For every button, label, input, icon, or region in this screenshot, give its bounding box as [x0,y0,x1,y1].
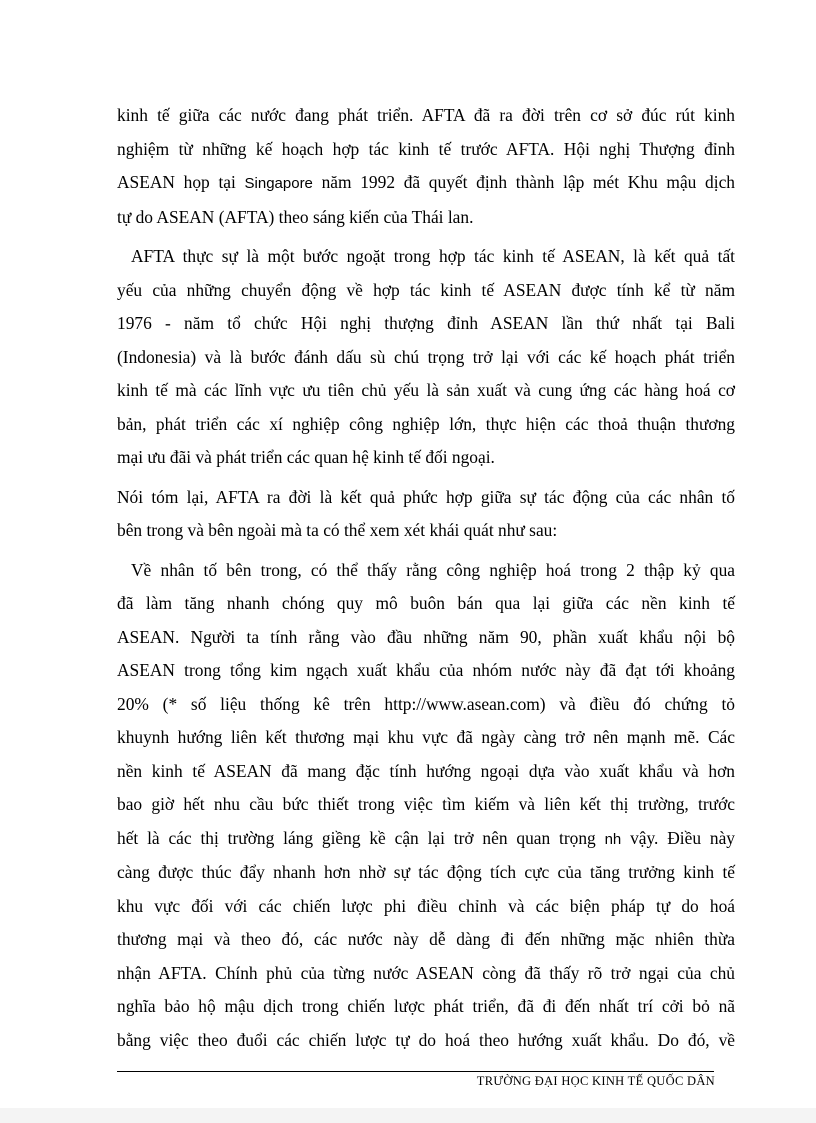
paragraph [117,240,735,475]
text-line: đã làm tăng nhanh chóng quy mô buôn bán qua lại giữa các nền kinh tế [117,593,735,613]
text-line: tự do ASEAN (AFTA) theo sáng kiến của Thái lan. [117,206,474,227]
text-line: khuynh hướng liên kết thương mại khu vực đã ngày càng trở nên mạnh mẽ. Các [117,727,735,747]
body-text [117,99,735,1057]
text-line: nền kinh tế ASEAN đã mang đặc tính hướng ngoại dựa vào xuất khẩu và hơn [117,760,735,781]
text-line: ASEAN trong tổng kim ngạch xuất khẩu của nhóm nước này đã đạt tới khoảng [117,660,735,680]
text-line: kinh tế mà các lĩnh vực ưu tiên chủ yếu là sản xuất và cung ứng các hàng hoá cơ [117,380,735,400]
text-line: nghĩa bảo hộ mậu dịch trong chiến lược phát triển, đã đi đến nhất trí cởi bỏ nã [117,996,735,1016]
text-segment: ASEAN họp tại [117,172,245,192]
text-line: (Indonesia) và là bước đánh dấu sù chú trọng trở lại với các kế hoạch phát triển [117,346,735,367]
text-line: kinh tế giữa các nước đang phát triển. AFTA đã ra đời trên cơ sở đúc rút kinh [117,105,735,125]
text-line: bản, phát triển các xí nghiệp công nghiệp lớn, thực hiện các thoả thuận thương [117,413,735,434]
text-line: 1976 - năm tổ chức Hội nghị thượng đỉnh ASEAN lần thứ nhất tại Bali [117,313,735,333]
text-line: mại ưu đãi và phát triển các quan hệ kinh tế đối ngoại. [117,447,495,467]
text-line: nhận AFTA. Chính phủ của từng nước ASEAN còng đã thấy rõ trở ngại của chủ [117,962,735,983]
text-line: thương mại và theo đó, các nước này dễ dàng đi đến những mặc nhiên thừa [117,929,735,949]
page-bottom-edge [0,1108,816,1123]
text-line: yếu của những chuyển động về hợp tác kinh tế ASEAN được tính kể từ năm [117,279,735,300]
text-line: Về nhân tố bên trong, có thể thấy rằng công nghiệp hoá trong 2 thập kỷ qua [131,559,735,580]
text-line: bằng việc theo đuổi các chiến lược tự do hoá theo hướng xuất khẩu. Do đó, về [117,1029,735,1050]
text-segment: năm 1992 đã quyết định thành lập mét Khu mậu dịch [312,172,735,192]
text-line: 20% (* số liệu thống kê trên http://www.asean.com) và điều đó chứng tỏ [117,693,735,714]
paragraph [117,554,735,1058]
text-line: nghiệm từ những kế hoạch hợp tác kinh tế trước AFTA. Hội nghị Thượng đỉnh [117,138,735,159]
text-line: khu vực đối với các chiến lược phi điều chỉnh và các biện pháp tự do hoá [117,895,735,916]
text-line: càng được thúc đẩy nhanh hơn nhờ sự tác động tích cực của tăng trưởng kinh tế [117,862,735,882]
text-line: ASEAN. Người ta tính rằng vào đầu những năm 90, phần xuất khẩu nội bộ [117,626,735,647]
text-line: bao giờ hết nhu cầu bức thiết trong việc tìm kiếm và liên kết thị trường, trước [117,794,735,814]
paragraph [117,99,735,234]
footer-divider [117,1071,714,1072]
footer-university-name: TRƯỜNG ĐẠI HỌC KINH TẾ QUỐC DÂN [476,1074,715,1088]
text-line: bên trong và bên ngoài mà ta có thể xem xét khái quát như sau: [117,520,558,540]
text-segment: vậy. Điều này [621,827,735,848]
text-line: Nói tóm lại, AFTA ra đời là kết quả phức hợp giữa sự tác động của các nhân tố [117,486,735,507]
text-line [117,166,735,201]
text-segment: hết là các thị trường láng giềng kề cận lại trở nên quan trọng [117,827,605,848]
paragraph [117,481,735,548]
text-line: AFTA thực sự là một bước ngoặt trong hợp tác kinh tế ASEAN, là kết quả tất [131,246,735,266]
inline-sans-fragment: Singapore [244,175,313,192]
inline-sans-fragment: nh [604,830,622,848]
text-line [117,822,735,857]
